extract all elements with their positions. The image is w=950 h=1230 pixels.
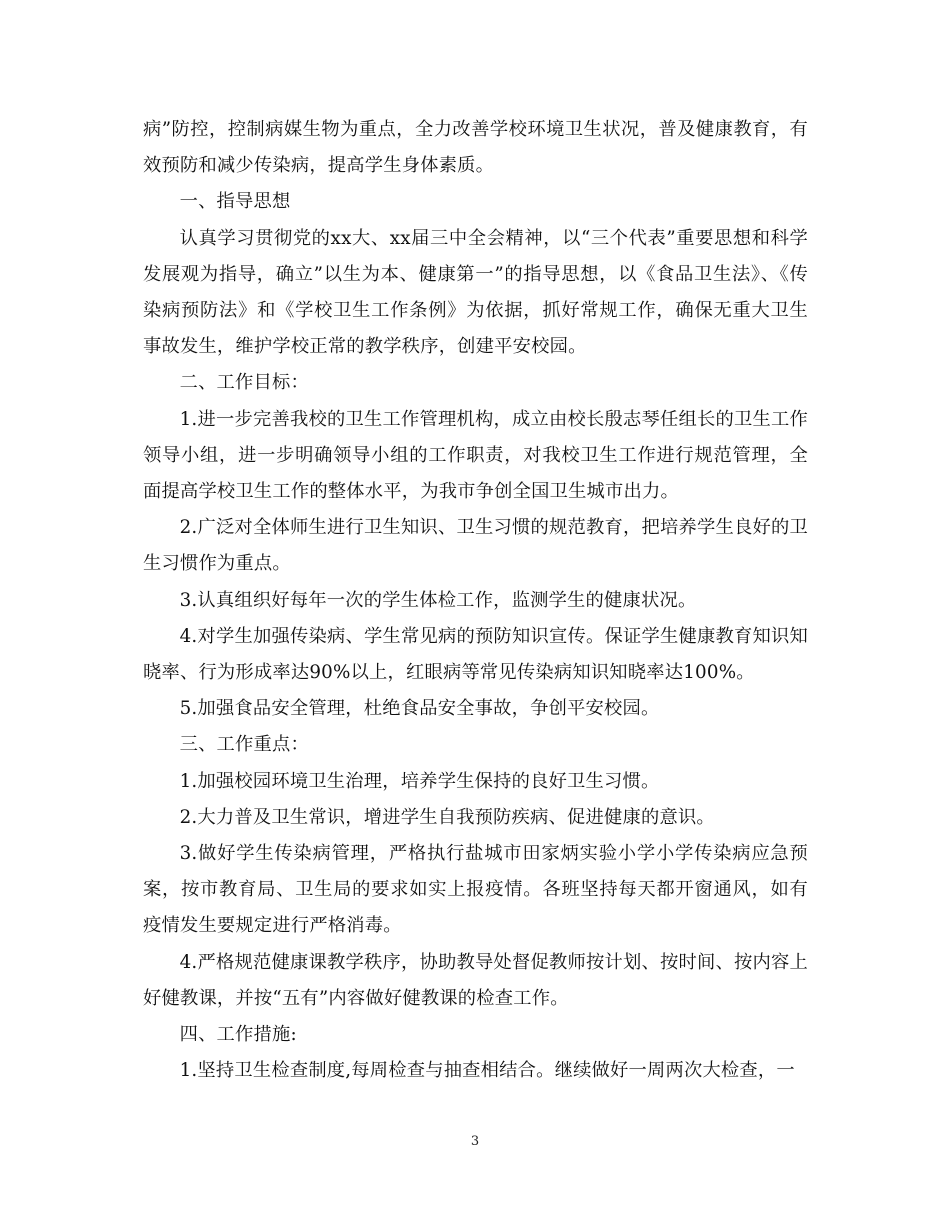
paragraph-goal-4: 4.对学生加强传染病、学生常见病的预防知识宣传。保证学生健康教育知识知晓率、行为形成率达90%以上，红眼病等常见传染病知识知晓率达100%。 [143,625,808,684]
paragraph-goal-1: 1.进一步完善我校的卫生工作管理机构，成立由校长殷志琴任组长的卫生工作领导小组，进一步明确领导小组的工作职责，对我校卫生工作进行规范管理，全面提高学校卫生工作的整体水平，为我市争创全国卫生城市出力。 [143,408,808,503]
section-heading-work-focus: 三、工作重点： [179,734,309,756]
paragraph-intro-continuation: 病”防控，控制病媒生物为重点，全力改善学校环境卫生状况，普及健康教育，有效预防和减少传染病，提高学生身体素质。 [143,119,808,177]
paragraph-goal-2: 2.广泛对全体师生进行卫生知识、卫生习惯的规范教育，把培养学生良好的卫生习惯作为重点。 [143,517,808,575]
section-heading-guiding-ideology: 一、指导思想 [179,191,291,213]
paragraph-focus-2: 2.大力普及卫生常识，增进学生自我预防疾病、促进健康的意识。 [179,806,715,828]
page-number: 3 [470,1134,480,1149]
paragraph-focus-4: 4.严格规范健康课教学秩序，协助教导处督促教师按计划、按时间、按内容上好健教课，并按“五有”内容做好健教课的检查工作。 [143,951,808,1009]
section-heading-work-goals: 二、工作目标： [179,372,309,394]
paragraph-measure-1: 1.坚持卫生检查制度,每周检查与抽查相结合。继续做好一周两次大检查，一 [179,1060,795,1082]
paragraph-focus-3: 3.做好学生传染病管理，严格执行盐城市田家炳实验小学小学传染病应急预案，按市教育局、卫生局的要求如实上报疫情。各班坚持每天都开窗通风，如有疫情发生要规定进行严格消毒。 [143,843,808,937]
page-body [143,112,808,1089]
section-heading-work-measures: 四、工作措施: [179,1024,297,1046]
paragraph-goal-3: 3.认真组织好每年一次的学生体检工作，监测学生的健康状况。 [179,589,697,611]
paragraph-guiding-ideology: 认真学习贯彻党的xx大、xx届三中全会精神，以“三个代表”重要思想和科学发展观为指导，确立”以生为本、健康第一”的指导思想，以《食品卫生法》、《传染病预防法》和《学校卫生工作条例》为依据，抓好常规工作，确保无重大卫生事故发生，维护学校正常的教学秩序，创建平安校园。 [143,227,808,358]
paragraph-focus-1: 1.加强校园环境卫生治理，培养学生保持的良好卫生习惯。 [179,770,660,792]
paragraph-goal-5: 5.加强食品安全管理，杜绝食品安全事故，争创平安校园。 [179,698,660,720]
